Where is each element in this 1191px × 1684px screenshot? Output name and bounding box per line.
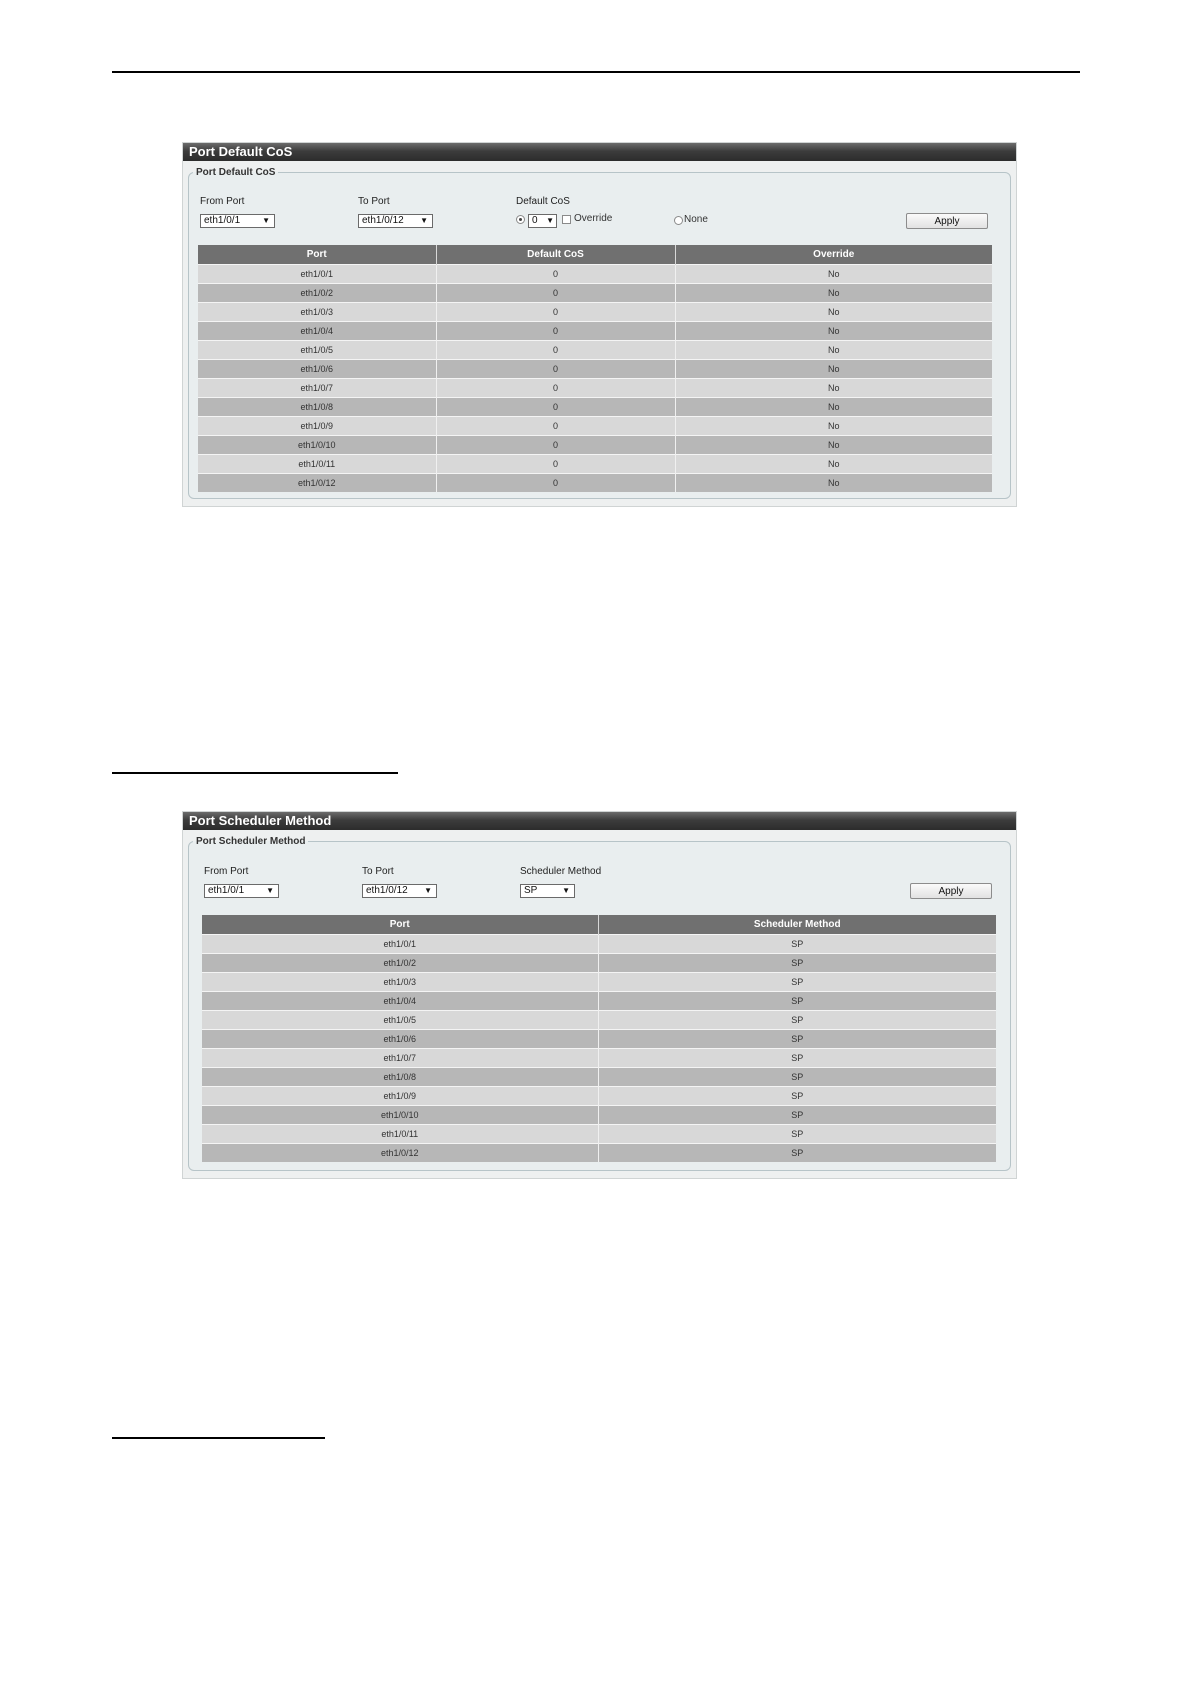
table-row [202, 1030, 996, 1049]
cell-scheduler-method: SP [598, 1068, 996, 1087]
to-port-label: To Port [362, 866, 394, 877]
table-row [198, 455, 992, 474]
cell-port: eth1/0/4 [198, 322, 436, 341]
cell-default-cos: 0 [436, 284, 675, 303]
port-default-cos-panel [182, 142, 1017, 507]
table-row [202, 1106, 996, 1125]
from-port-select[interactable] [204, 884, 279, 898]
from-port-value: eth1/0/1 [208, 885, 245, 896]
cell-port: eth1/0/2 [202, 954, 598, 973]
chevron-down-icon: ▼ [546, 216, 554, 225]
cell-override: No [675, 284, 992, 303]
cell-scheduler-method: SP [598, 1087, 996, 1106]
cell-override: No [675, 303, 992, 322]
column-header-port: Port [198, 245, 436, 265]
table-row [202, 935, 996, 954]
table-row [198, 322, 992, 341]
from-port-label: From Port [200, 196, 245, 207]
chevron-down-icon: ▼ [562, 886, 570, 895]
override-checkbox[interactable] [562, 215, 571, 224]
override-label: Override [574, 213, 613, 224]
to-port-value: eth1/0/12 [366, 885, 408, 896]
table-row [198, 265, 992, 284]
port-default-cos-table [198, 245, 992, 492]
cell-override: No [675, 436, 992, 455]
group-legend: Port Default CoS [196, 167, 276, 178]
apply-button[interactable]: Apply [906, 213, 988, 229]
from-port-label: From Port [204, 866, 249, 877]
cell-port: eth1/0/12 [198, 474, 436, 493]
chevron-down-icon: ▼ [424, 886, 432, 895]
table-row [202, 973, 996, 992]
table-row [198, 379, 992, 398]
table-row [198, 284, 992, 303]
to-port-select[interactable] [362, 884, 437, 898]
cell-port: eth1/0/6 [198, 360, 436, 379]
from-port-value: eth1/0/1 [204, 215, 241, 226]
cell-port: eth1/0/1 [198, 265, 436, 284]
table-row [202, 954, 996, 973]
from-port-select[interactable] [200, 214, 275, 228]
cell-port: eth1/0/7 [198, 379, 436, 398]
scheduler-method-label: Scheduler Method [520, 866, 602, 877]
cell-scheduler-method: SP [598, 1030, 996, 1049]
panel-title: Port Default CoS [183, 143, 1016, 161]
cell-default-cos: 0 [436, 474, 675, 493]
cell-scheduler-method: SP [598, 1125, 996, 1144]
cell-scheduler-method: SP [598, 1106, 996, 1125]
chevron-down-icon: ▼ [266, 886, 274, 895]
cell-port: eth1/0/2 [198, 284, 436, 303]
section-heading-underline [112, 1437, 325, 1439]
table-row [198, 341, 992, 360]
chevron-down-icon: ▼ [262, 216, 270, 225]
cell-port: eth1/0/7 [202, 1049, 598, 1068]
table-row [202, 992, 996, 1011]
cell-override: No [675, 379, 992, 398]
cell-default-cos: 0 [436, 398, 675, 417]
cell-port: eth1/0/11 [198, 455, 436, 474]
scheduler-method-value: SP [524, 885, 538, 896]
cell-port: eth1/0/4 [202, 992, 598, 1011]
none-radio[interactable] [674, 216, 683, 225]
cell-port: eth1/0/8 [198, 398, 436, 417]
cell-port: eth1/0/10 [198, 436, 436, 455]
cell-scheduler-method: SP [598, 1049, 996, 1068]
none-label: None [684, 214, 708, 225]
cell-port: eth1/0/11 [202, 1125, 598, 1144]
page-header-rule [112, 71, 1080, 73]
cell-port: eth1/0/9 [202, 1087, 598, 1106]
to-port-label: To Port [358, 196, 390, 207]
scheduler-method-select[interactable] [520, 884, 575, 898]
table-row [202, 1087, 996, 1106]
cell-port: eth1/0/3 [198, 303, 436, 322]
cos-value: 0 [532, 215, 538, 226]
cell-scheduler-method: SP [598, 992, 996, 1011]
cell-port: eth1/0/8 [202, 1068, 598, 1087]
cos-value-radio[interactable] [516, 215, 525, 224]
table-row [198, 360, 992, 379]
column-header-override: Override [675, 245, 992, 265]
section-heading-underline [112, 772, 398, 774]
cell-port: eth1/0/10 [202, 1106, 598, 1125]
table-header-row [198, 245, 992, 265]
to-port-value: eth1/0/12 [362, 215, 404, 226]
table-row [202, 1125, 996, 1144]
cell-default-cos: 0 [436, 417, 675, 436]
table-row [198, 417, 992, 436]
table-row [198, 303, 992, 322]
cell-scheduler-method: SP [598, 954, 996, 973]
cell-port: eth1/0/1 [202, 935, 598, 954]
cell-default-cos: 0 [436, 322, 675, 341]
chevron-down-icon: ▼ [420, 216, 428, 225]
table-row [202, 1049, 996, 1068]
cell-override: No [675, 398, 992, 417]
column-header-scheduler-method: Scheduler Method [598, 915, 996, 935]
cell-port: eth1/0/9 [198, 417, 436, 436]
table-row [198, 398, 992, 417]
panel-title: Port Scheduler Method [183, 812, 1016, 830]
cell-default-cos: 0 [436, 265, 675, 284]
cell-default-cos: 0 [436, 360, 675, 379]
cell-scheduler-method: SP [598, 1011, 996, 1030]
port-scheduler-method-panel [182, 811, 1017, 1179]
cell-override: No [675, 455, 992, 474]
cell-override: No [675, 265, 992, 284]
table-row [198, 436, 992, 455]
cell-scheduler-method: SP [598, 935, 996, 954]
port-scheduler-method-table [202, 915, 996, 1162]
cell-port: eth1/0/5 [198, 341, 436, 360]
group-legend: Port Scheduler Method [196, 836, 306, 847]
cell-override: No [675, 474, 992, 493]
cell-port: eth1/0/5 [202, 1011, 598, 1030]
table-row [202, 1011, 996, 1030]
cell-override: No [675, 360, 992, 379]
column-header-port: Port [202, 915, 598, 935]
cell-default-cos: 0 [436, 379, 675, 398]
cell-default-cos: 0 [436, 303, 675, 322]
cell-override: No [675, 341, 992, 360]
cell-default-cos: 0 [436, 436, 675, 455]
cell-port: eth1/0/6 [202, 1030, 598, 1049]
cell-override: No [675, 322, 992, 341]
cell-scheduler-method: SP [598, 973, 996, 992]
cell-port: eth1/0/3 [202, 973, 598, 992]
cell-default-cos: 0 [436, 341, 675, 360]
default-cos-label: Default CoS [516, 196, 570, 207]
cell-override: No [675, 417, 992, 436]
cell-scheduler-method: SP [598, 1144, 996, 1163]
cell-port: eth1/0/12 [202, 1144, 598, 1163]
table-header-row [202, 915, 996, 935]
table-row [202, 1068, 996, 1087]
table-row [202, 1144, 996, 1163]
apply-button[interactable]: Apply [910, 883, 992, 899]
cos-value-select[interactable] [528, 214, 557, 228]
table-row [198, 474, 992, 493]
column-header-default-cos: Default CoS [436, 245, 675, 265]
cell-default-cos: 0 [436, 455, 675, 474]
to-port-select[interactable] [358, 214, 433, 228]
